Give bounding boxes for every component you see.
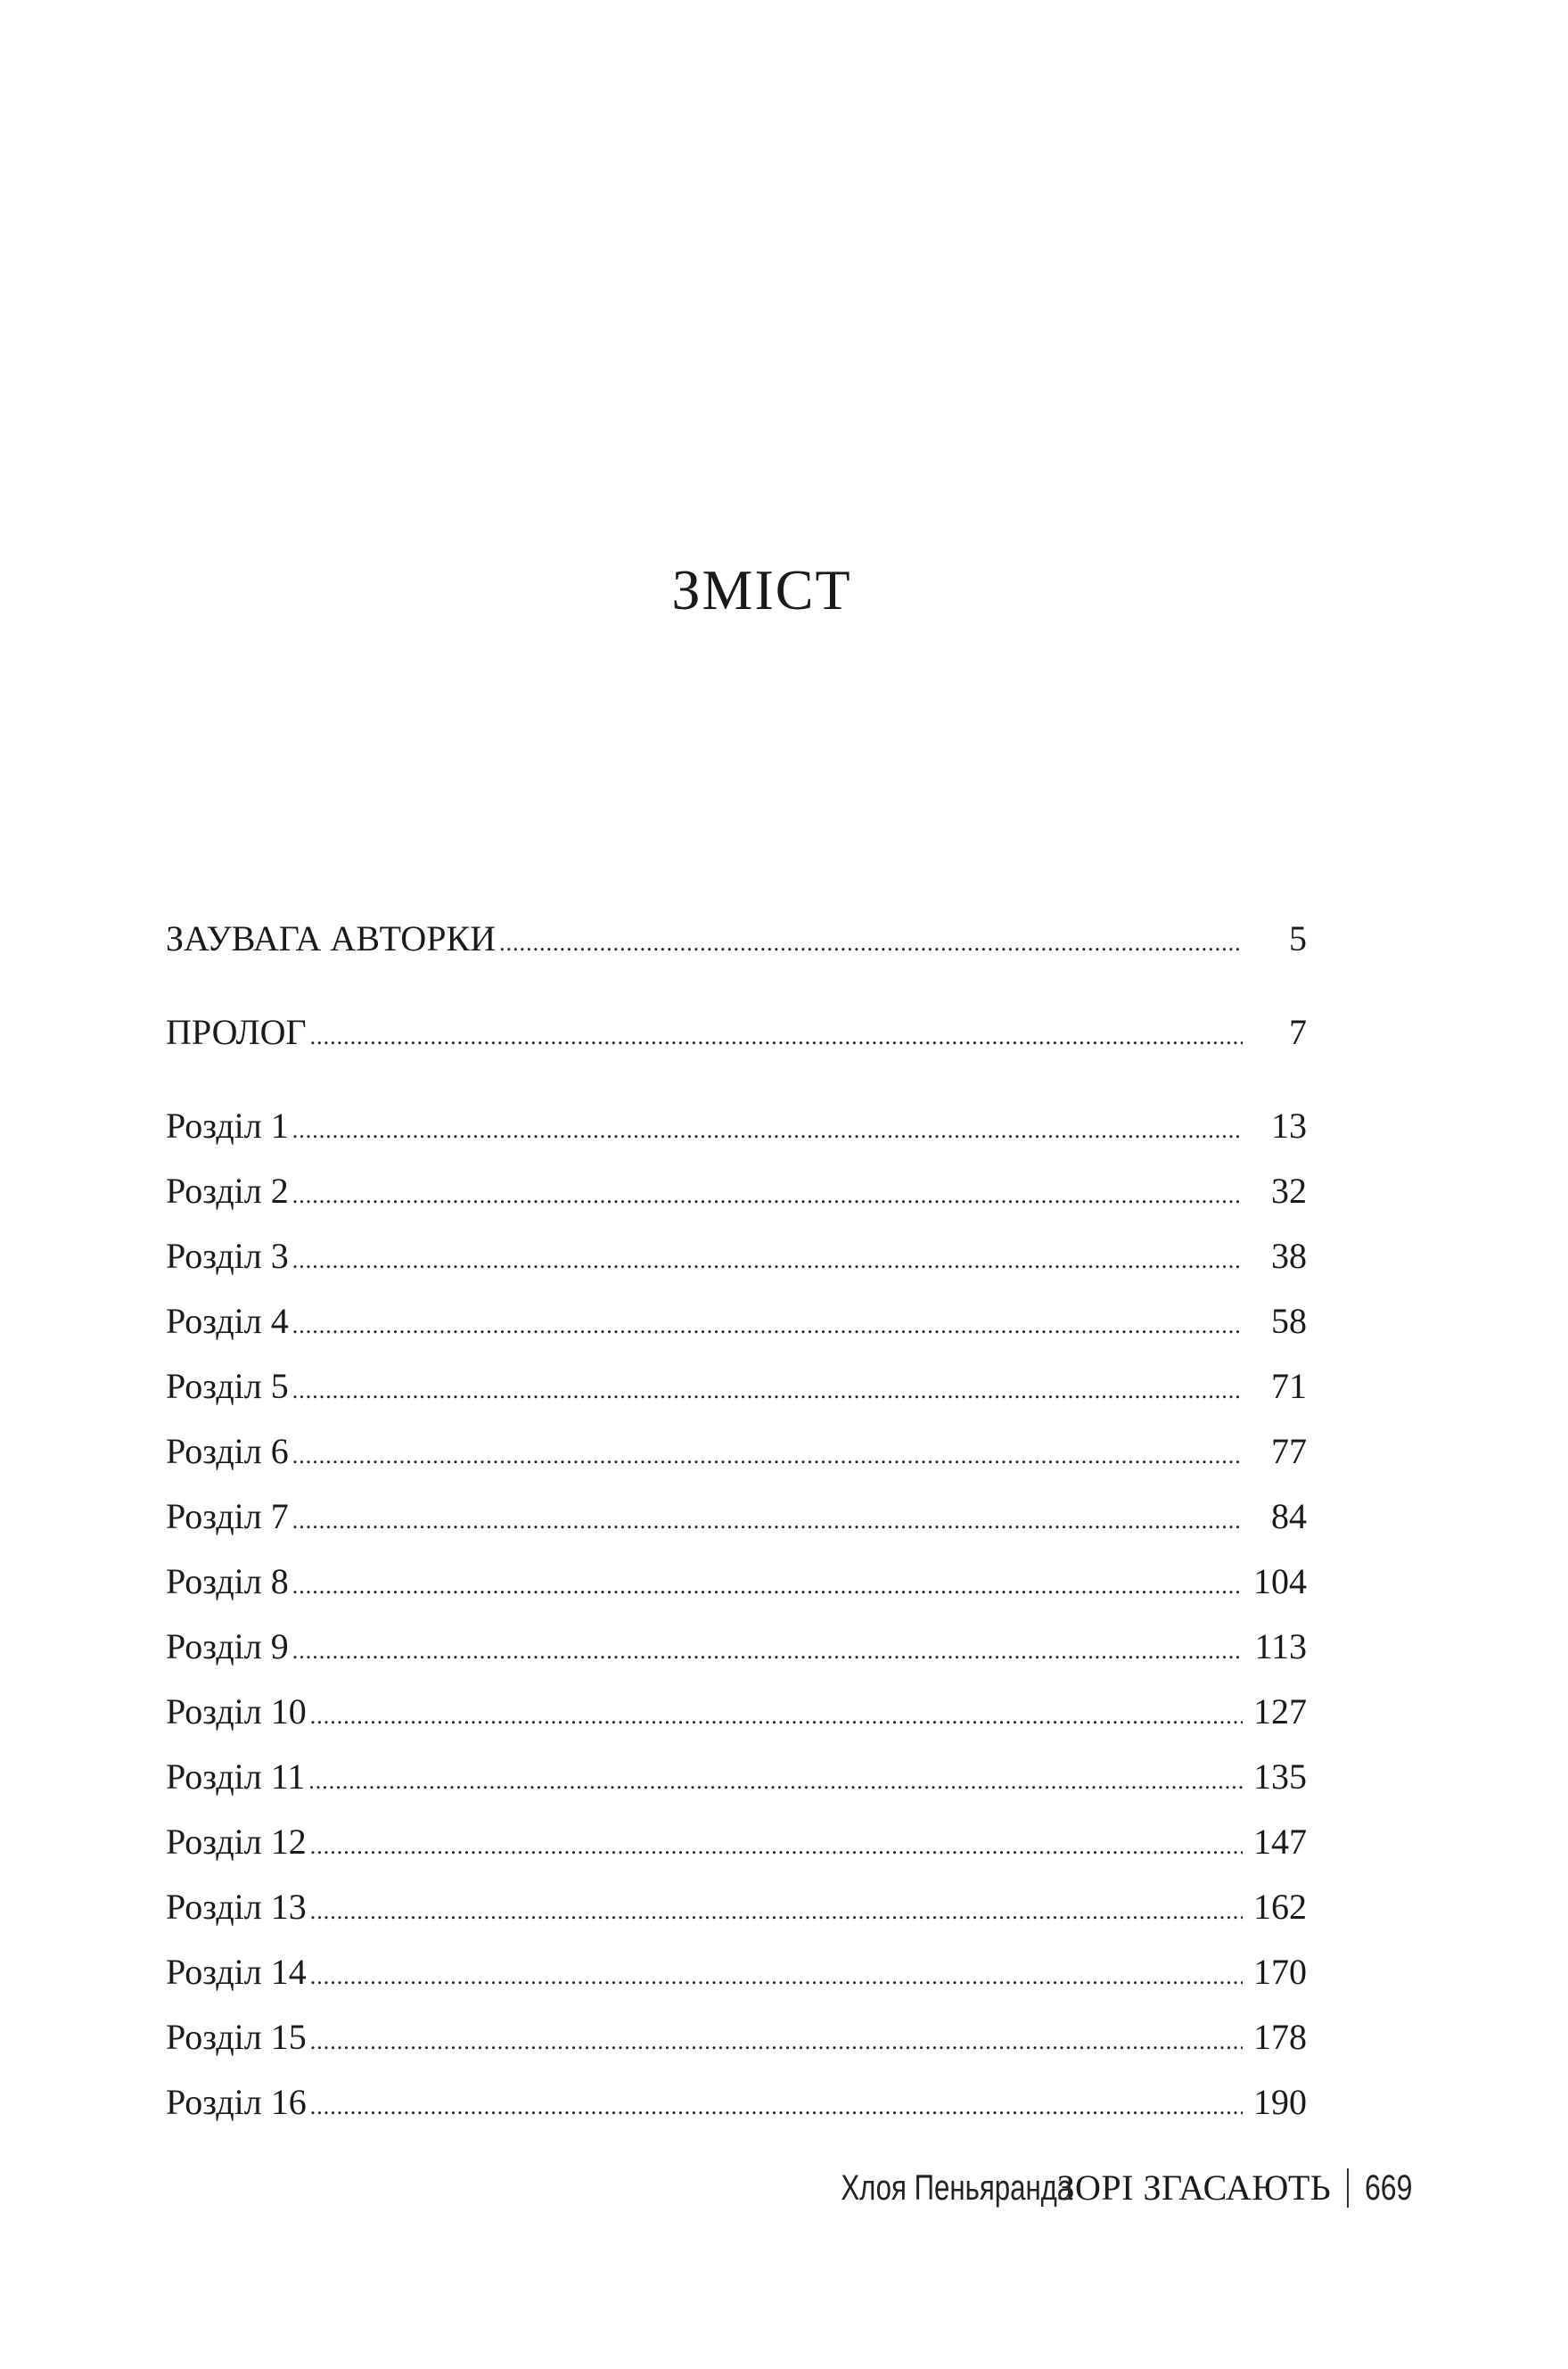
toc-entry-page: 71 — [1271, 1366, 1307, 1406]
toc-entry-label: Розділ 3 — [166, 1236, 289, 1276]
toc-entry-chapter-11 — [166, 1756, 1307, 1803]
toc-entry-chapter-14 — [166, 1951, 1307, 1998]
toc-entry-label: Розділ 7 — [166, 1496, 289, 1536]
toc-entry-page: 113 — [1254, 1626, 1307, 1666]
dot-leader — [292, 1304, 1243, 1347]
toc-entry-chapter-9 — [166, 1625, 1307, 1673]
dot-leader — [292, 1370, 1243, 1412]
toc-entry-page: 5 — [1289, 918, 1307, 958]
toc-entry-chapter-16 — [166, 2081, 1307, 2128]
toc-entry-page: 178 — [1253, 2017, 1307, 2057]
dot-leader — [292, 1630, 1243, 1673]
toc-entry-label: Розділ 6 — [166, 1431, 289, 1471]
dot-leader — [308, 1760, 1243, 1803]
toc-entry-label: ЗАУВАГА АВТОРКИ — [166, 918, 497, 958]
dot-leader — [292, 1109, 1243, 1152]
toc-entry-label: Розділ 15 — [166, 2017, 307, 2057]
toc-entry-page: 170 — [1253, 1952, 1307, 1992]
toc-entry-label: Розділ 4 — [166, 1301, 289, 1341]
toc-entry-page: 162 — [1253, 1887, 1307, 1927]
toc-entry-label: Розділ 8 — [166, 1561, 289, 1601]
toc-entry-label: Розділ 14 — [166, 1952, 307, 1992]
toc-entry-label: Розділ 5 — [166, 1366, 289, 1406]
toc-entry-chapter-3 — [166, 1235, 1307, 1282]
toc-entry-label: Розділ 1 — [166, 1106, 289, 1146]
toc-entry-page: 127 — [1253, 1691, 1307, 1732]
toc-entry-page: 38 — [1271, 1236, 1307, 1276]
dot-leader — [310, 1695, 1243, 1738]
dot-leader — [292, 1174, 1243, 1217]
dot-leader — [292, 1435, 1243, 1477]
footer-author: Хлоя Пеньяранда — [841, 2168, 1073, 2208]
toc-entry-chapter-8 — [166, 1560, 1307, 1608]
toc-entry-page: 77 — [1271, 1431, 1307, 1471]
toc-entry-label: Розділ 13 — [166, 1887, 307, 1927]
toc-entry-page: 135 — [1253, 1756, 1307, 1797]
toc-entry-chapter-5 — [166, 1365, 1307, 1412]
toc-entry-page: 58 — [1271, 1301, 1307, 1341]
page-title: ЗМІСТ — [671, 558, 852, 621]
toc-entry-chapter-13 — [166, 1886, 1307, 1933]
toc-entry-page: 147 — [1253, 1822, 1307, 1862]
toc-entry-page: 7 — [1289, 1012, 1307, 1052]
dot-leader — [310, 2085, 1243, 2128]
toc-entry-label: Розділ 10 — [166, 1691, 307, 1732]
toc-entry-page: 104 — [1253, 1561, 1307, 1601]
dot-leader — [292, 1565, 1243, 1608]
toc-entry-prologue — [166, 1011, 1307, 1058]
toc-entry-label: Розділ 2 — [166, 1171, 289, 1211]
toc-entry-chapter-1 — [166, 1105, 1307, 1152]
dot-leader — [292, 1500, 1243, 1542]
table-of-contents — [166, 0, 1307, 2369]
dot-leader — [292, 1239, 1243, 1282]
toc-entry-chapter-12 — [166, 1821, 1307, 1868]
footer-book-title: ЗОРІ ЗГАСАЮТЬ — [1056, 2167, 1332, 2208]
dot-leader — [499, 922, 1243, 965]
footer-page-number: 669 — [1365, 2168, 1413, 2208]
toc-entry-chapter-15 — [166, 2016, 1307, 2063]
toc-entry-chapter-7 — [166, 1495, 1307, 1542]
toc-entry-page: 32 — [1271, 1171, 1307, 1211]
dot-leader — [310, 1825, 1243, 1868]
toc-entry-label: Розділ 16 — [166, 2082, 307, 2122]
toc-entry-page: 84 — [1271, 1496, 1307, 1536]
toc-entry-chapter-6 — [166, 1430, 1307, 1477]
dot-leader — [310, 1890, 1243, 1933]
toc-entry-chapter-2 — [166, 1170, 1307, 1217]
toc-entry-label: ПРОЛОГ — [166, 1012, 307, 1052]
toc-entry-page: 13 — [1271, 1106, 1307, 1146]
toc-entry-page: 190 — [1253, 2082, 1307, 2122]
toc-entry-label: Розділ 12 — [166, 1822, 307, 1862]
toc-entry-authors-note — [166, 917, 1307, 965]
dot-leader — [310, 2020, 1243, 2063]
running-footer — [776, 2168, 1424, 2208]
footer-separator — [1347, 2168, 1349, 2208]
toc-entry-chapter-4 — [166, 1300, 1307, 1347]
dot-leader — [310, 1016, 1243, 1058]
dot-leader — [310, 1955, 1243, 1998]
toc-entry-label: Розділ 9 — [166, 1626, 289, 1666]
toc-entry-chapter-10 — [166, 1690, 1307, 1738]
toc-entry-label: Розділ 11 — [166, 1756, 306, 1797]
